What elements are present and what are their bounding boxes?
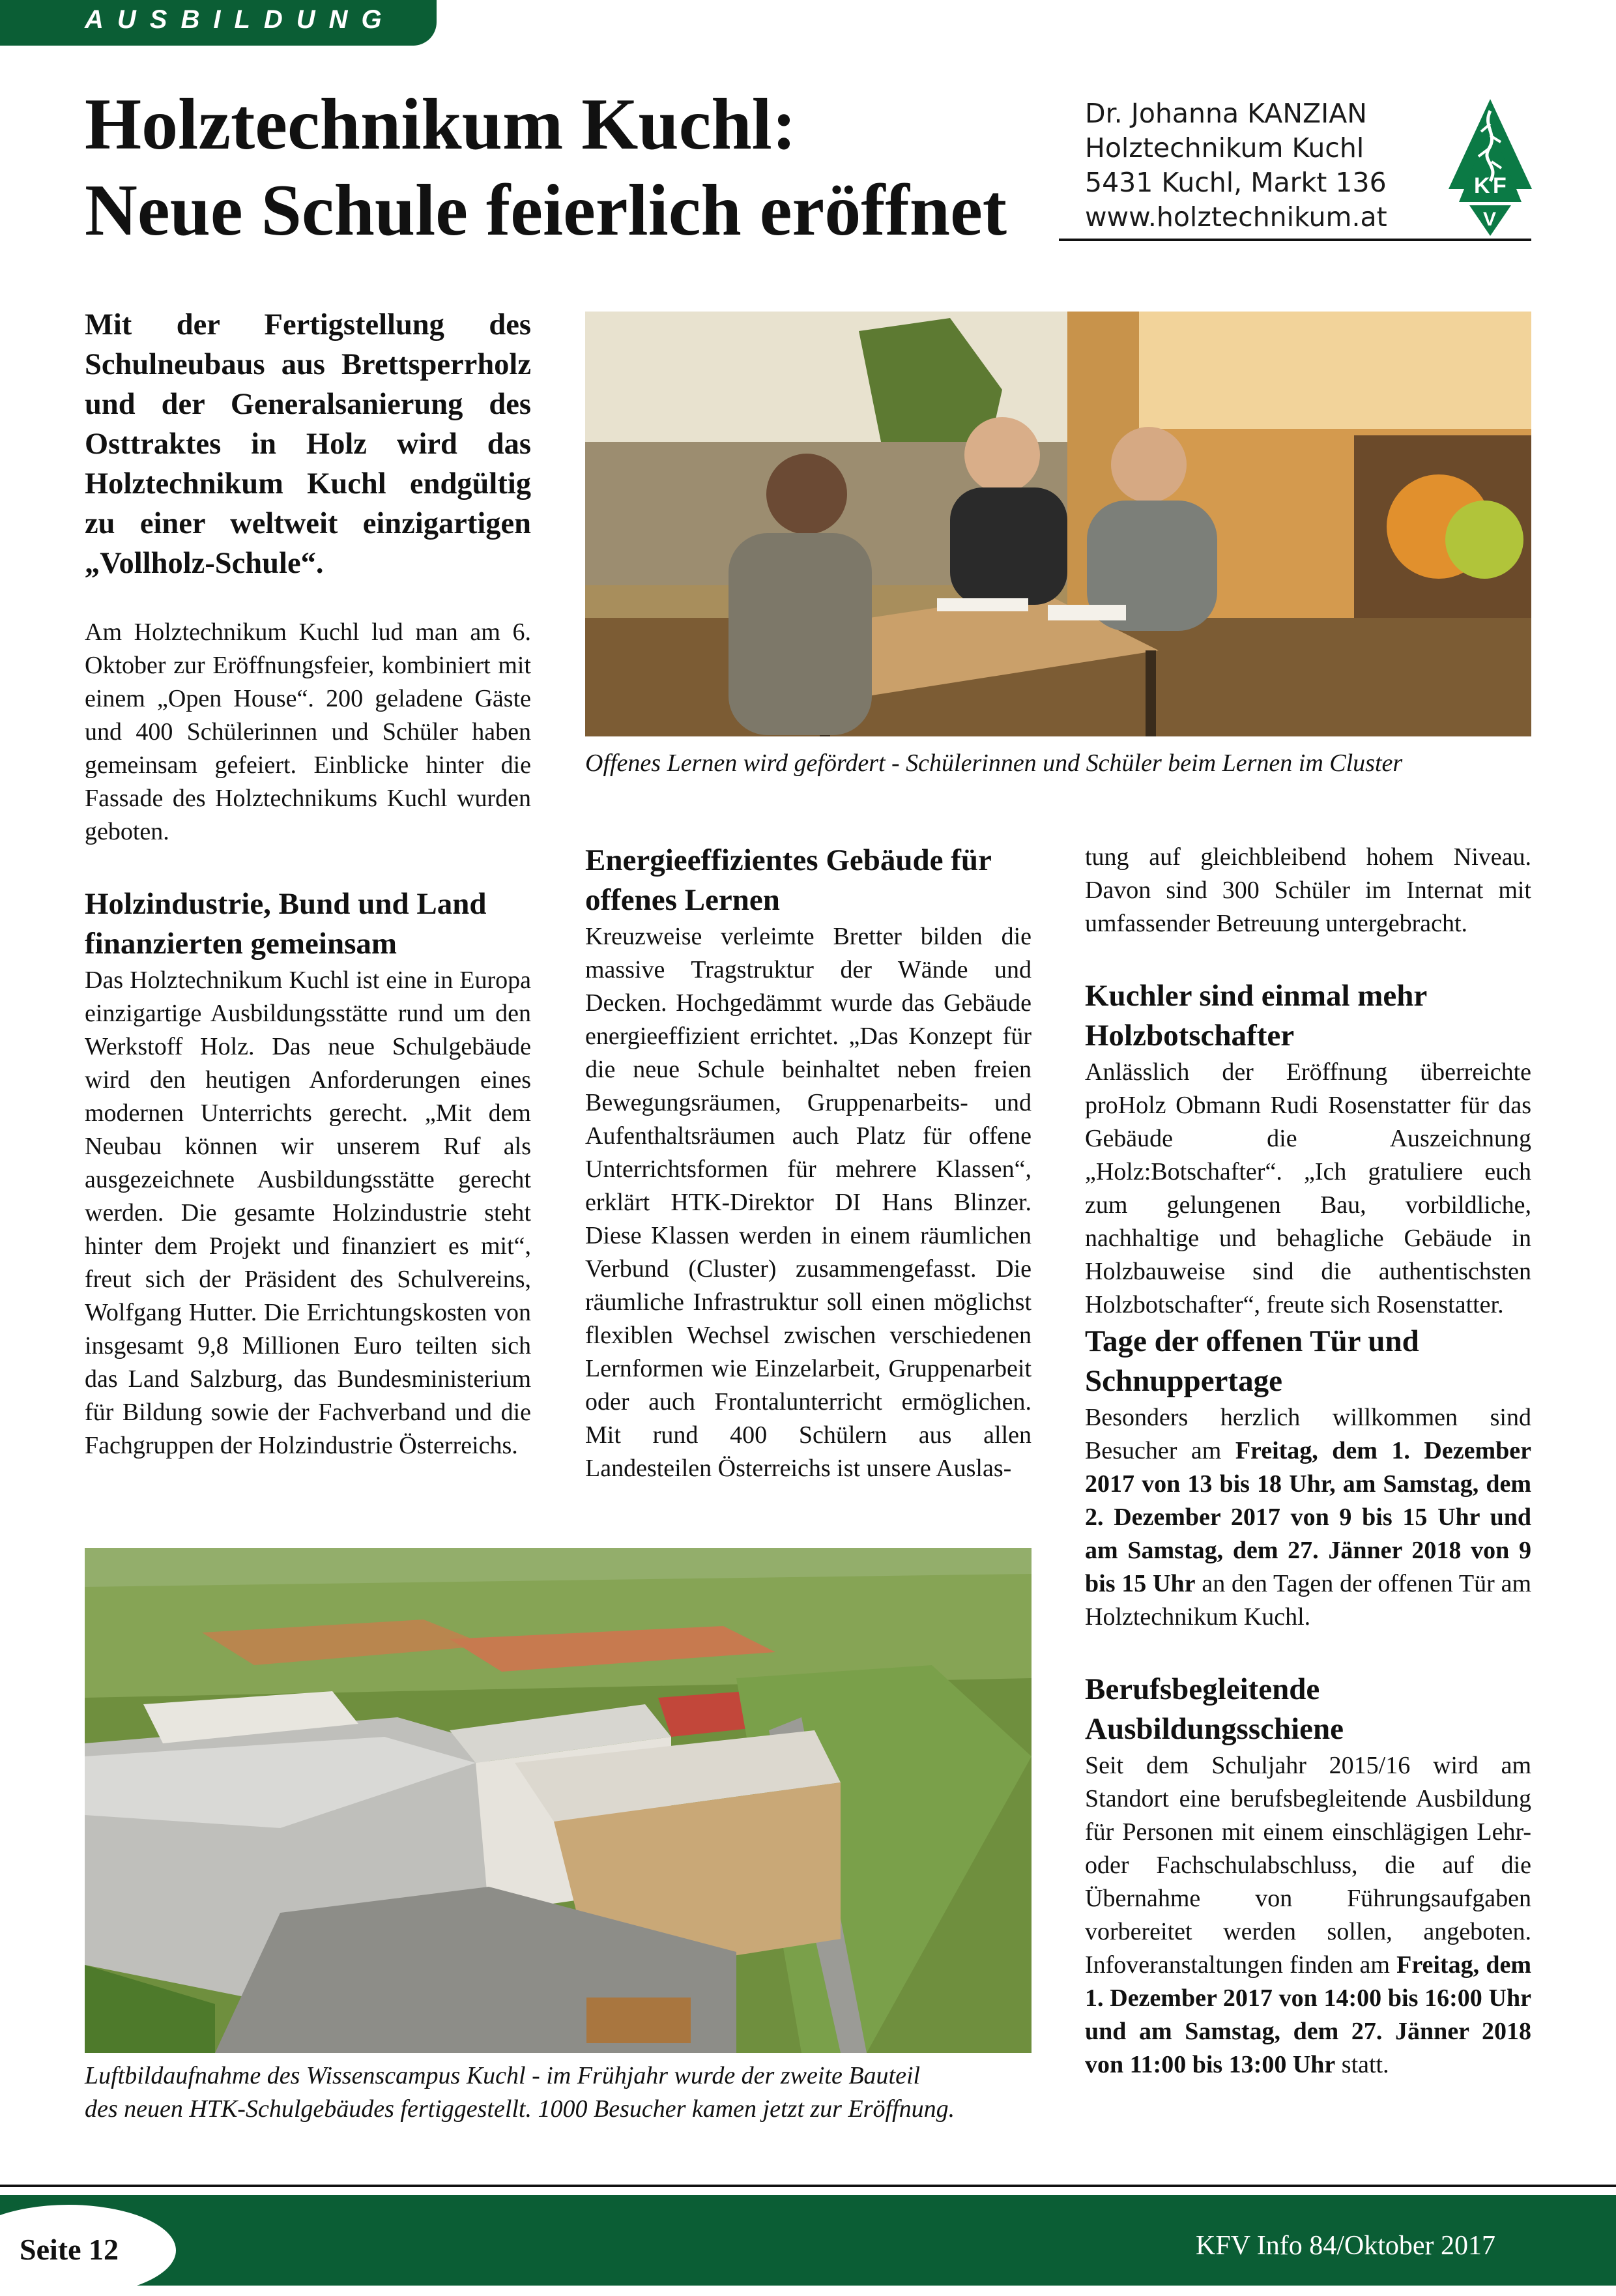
- photo-students-cluster: [585, 312, 1531, 736]
- issue-label: KFV Info 84/Oktober 2017: [1196, 2231, 1496, 2261]
- author-divider: [1059, 239, 1531, 241]
- heading-energieeffizient: Energieeffizientes Gebäude für offenes Lernen: [585, 843, 992, 917]
- page-number: Seite 12: [20, 2233, 119, 2266]
- paragraph-continuation: tung auf gleichbleibend hohem Niveau. Davon sind 300 Schüler im Internat mit umfassender Betreuung untergebracht.: [1085, 843, 1531, 937]
- heading-holzindustrie: Holzindustrie, Bund und Land finanzierten gemeinsam: [85, 887, 487, 961]
- heading-holzbotschafter: Kuchler sind einmal mehr Holzbotschafter: [1085, 979, 1427, 1053]
- photo-aerial-campus: [85, 1548, 1032, 2053]
- offene-tuer-text: Besonders herzlich willkommen sind Besucher am: [1085, 1404, 1531, 1464]
- paragraph-offene-tuer: [1085, 1401, 1531, 1634]
- headline-line-2: Neue Schule feierlich eröffnet: [85, 170, 1007, 251]
- heading-berufsbegleitend: Berufsbegleitende Ausbildungsschiene: [1085, 1672, 1344, 1746]
- photo-2-caption: [85, 2059, 1036, 2126]
- offene-tuer-dates: Freitag, dem 1. Dezember 2017 von 13 bis 18 Uhr, am Samstag, dem 2. Dezember 2017 von 9 bis 15 Uhr und am Samstag, dem 27. Jänner 2018 von 9 bis 15 Uhr: [1085, 1437, 1531, 1597]
- author-address: 5431 Kuchl, Markt 136: [1085, 167, 1387, 198]
- paragraph-holzbotschafter: Anlässlich der Eröffnung überreichte proHolz Obmann Rudi Rosenstatter für das Gebäude die Auszeichnung „Holz:Botschafter“. „Ich gratuliere euch zum gelungenen Bau, vorbildliche, nachhaltige und behagliche Gebäude in Holzbauweise sind die authentischsten Holzbotschafter“, freute sich Rosenstatter.: [1085, 1058, 1531, 1318]
- intro-paragraph: Am Holztechnikum Kuchl lud man am 6. Oktober zur Eröffnungsfeier, kombiniert mit einem „Open House“. 200 geladene Gäste und 400 Schülerinnen und Schüler haben gemeinsam gefeiert. Einblicke hinter die Fassade des Holztechnikums Kuchl wurden geboten.: [85, 618, 531, 845]
- berufsbegleitend-text: Seit dem Schuljahr 2015/16 wird am Standort eine berufsbegleitende Ausbildung für Personen mit einem einschlägigen Lehr- oder Fachschulabschluss, die auf die Übernahme von Führungsaufgaben vorbereitet werden sollen, angeboten. Infoveranstaltungen finden am: [1085, 1752, 1531, 1979]
- paragraph-energieeffizient: Kreuzweise verleimte Bretter bilden die massive Tragstruktur der Wände und Decken. Hochgedämmt wurde das Gebäude energieeffizient errichtet. „Das Konzept für die neue Schule beinhaltet neben freien Bewegungsräumen, Gruppenarbeits- und Aufenthaltsräumen auch Platz für offene Unterrichtsformen für mehrere Klassen“, erklärt HTK-Direktor DI Hans Blinzer. Diese Klassen werden in einem räumlichen Verbund (Cluster) zusammengefasst. Die räumliche Infrastruktur soll einen möglichst flexiblen Wechsel zwischen verschiedenen Lernformen wie Einzelarbeit, Gruppenarbeit oder auch Frontalunterricht ermöglichen. Mit rund 400 Schülern aus allen Landesteilen Österreichs ist unsere Auslas-: [585, 923, 1032, 1482]
- column-2: [585, 841, 1032, 1485]
- headline-line-1: Holztechnikum Kuchl:: [85, 84, 797, 165]
- section-tab: [0, 0, 437, 46]
- kfv-logo: [1443, 98, 1538, 238]
- svg-text:F: F: [1493, 173, 1507, 198]
- paragraph-holzindustrie: Das Holztechnikum Kuchl ist eine in Europa einzigartige Ausbildungsstätte rund um den Werkstoff Holz. Das neue Schulgebäude wird den heutigen Anforderungen eines modernen Unterrichts gerecht. „Mit dem Neubau können wir unserem Ruf als ausgezeichnete Ausbildungsstätte gerecht werden. Die gesamte Holzindustrie steht hinter dem Projekt und finanziert es mit“, freut sich der Präsident des Schulvereins, Wolfgang Hutter. Die Errichtungskosten von insgesamt 9,8 Millionen Euro teilten sich das Land Salzburg, das Bundesministerium für Bildung sowie der Fachverband und die Fachgruppen der Holzindustrie Österreichs.: [85, 966, 531, 1459]
- author-org: Holztechnikum Kuchl: [1085, 132, 1364, 164]
- photo-2-caption-line-1: Luftbildaufnahme des Wissenscampus Kuchl - im Frühjahr wurde der zweite Bauteil: [85, 2062, 921, 2089]
- lead-paragraph: Mit der Fertigstellung des Schulneubaus aus Brettsperrholz und der Generalsanierung des Osttraktes in Holz wird das Holztechnikum Kuchl endgültig zu einer weltweit einzigartigen „Vollholz-Schule“.: [85, 308, 531, 580]
- article-headline: [85, 81, 1062, 254]
- author-name: Dr. Johanna KANZIAN: [1085, 98, 1367, 129]
- photo-2-caption-line-2: des neuen HTK-Schulgebäudes fertiggestellt. 1000 Besucher kamen jetzt zur Eröffnung.: [85, 2095, 955, 2123]
- paragraph-berufsbegleitend: [1085, 1749, 1531, 2082]
- svg-text:K: K: [1474, 173, 1490, 198]
- section-label: AUSBILDUNG: [85, 5, 396, 34]
- heading-offene-tuer: Tage der offenen Tür und Schnuppertage: [1085, 1324, 1419, 1398]
- footer-divider: [0, 2185, 1616, 2187]
- offene-tuer-text-end: an den Tagen der offenen Tür am Holztechnikum Kuchl.: [1085, 1570, 1532, 1631]
- author-website[interactable]: www.holztechnikum.at: [1085, 201, 1387, 233]
- photo-1-caption: Offenes Lernen wird gefördert - Schülerinnen und Schüler beim Lernen im Cluster: [585, 749, 1403, 777]
- berufsbegleitend-dates: Freitag, dem 1. Dezember 2017 von 14:00 bis 16:00 Uhr und am Samstag, dem 27. Jänner 2018 von 11:00 bis 13:00 Uhr: [1085, 1951, 1532, 2078]
- berufsbegleitend-text-end: statt.: [1335, 2051, 1389, 2078]
- column-1: [85, 616, 531, 1462]
- svg-text:V: V: [1483, 209, 1497, 230]
- author-box: [1085, 96, 1450, 235]
- column-3: [1085, 841, 1531, 2082]
